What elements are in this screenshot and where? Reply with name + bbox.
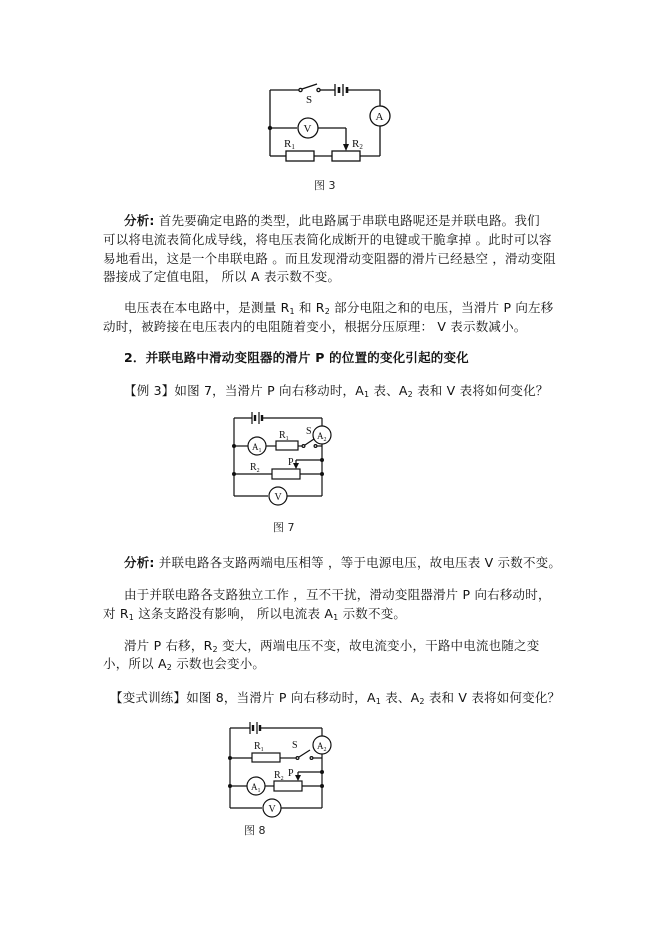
fig7-r2-label: R [250,462,257,473]
fig7-r1-label: R [279,430,286,441]
parallel-paragraph-line-1: 由于并联电路各支路独立工作 ，互不干扰，滑动变阻器滑片 P 向右移动时， [124,587,551,602]
example-3-question: 【例 3】如图 7，当滑片 P 向右移动时，$A_1$ 表、$A_2$ 表和 V 表将如何变化？ [124,383,549,399]
fig8-a2-sub: 2 [323,747,327,753]
fig7-switch-label: S [306,426,312,437]
fig7-r2-sub: 2 [256,468,260,474]
svg-text:R1 [284,138,295,151]
fig3-r2-label: R [352,138,360,150]
svg-text:R1 [279,430,289,442]
fig3-ammeter-label: A [375,111,384,123]
svg-text:R2 [274,770,284,782]
fig3-switch-label: S [306,94,313,106]
analysis-1-line-1: 分析: 首先要确定电路的类型，此电路属于串联电路呢还是并联电路。我们 [124,213,540,228]
figure-8-circuit [222,718,338,820]
fig7-a1-sub: 1 [258,448,262,454]
fig7-a2-sub: 2 [323,437,327,443]
svg-text:R2 [352,138,363,151]
analysis-1-line-2: 可以将电流表简化成导线，将电压表简化成断开的电键或干脆拿掉 。此时可以容 [103,232,552,247]
figure-3-circuit [262,78,402,168]
fig8-a2-label: A [317,741,324,751]
fig8-r1-label: R [254,741,261,752]
analysis-1-line-3: 易地看出，这是一个串联电路 。而且发现滑动变阻器的滑片已经悬空 ，滑动变阻 [103,251,556,266]
svg-text:R2 [250,462,260,474]
fig8-a1-label: A [251,782,258,792]
slider-paragraph-line-2: 小，所以 $A_2$ 示数也会变小。 [103,656,266,672]
figure-7-caption: 图 7 [273,521,295,534]
fig8-r1-sub: 1 [260,747,264,753]
fig3-r1-label: R [284,138,292,150]
fig7-voltmeter-label: V [274,492,282,503]
fig7-r1-sub: 1 [285,436,289,442]
fig8-slider-label: P [288,768,294,779]
slider-paragraph-line-1: 滑片 P 右移，$R_2$ 变大，两端电压不变，故电流变小，干路中电流也随之变 [124,638,540,654]
fig7-a2-label: A [317,431,324,441]
fig7-slider-label: P [288,457,294,468]
figure-8-caption: 图 8 [244,824,266,837]
fig8-r2-label: R [274,770,281,781]
svg-text:R1 [254,741,264,753]
fig3-r1-sub: 1 [291,143,295,151]
voltmeter-paragraph-line-1: 电压表在本电路中，是测量 $R_1$ 和 $R_2$ 部分电阻之和的电压，当滑片 P 向左移 [124,300,554,316]
parallel-paragraph-line-2: 对 $R_1$ 这条支路没有影响， 所以电流表 $A_1$ 示数不变。 [103,606,407,622]
analysis-1-line-4: 器接成了定值电阻， 所以 A 表示数不变。 [103,269,341,284]
fig7-a1-label: A [252,442,259,452]
fig8-switch-label: S [292,740,298,751]
fig8-r2-sub: 2 [280,776,284,782]
fig8-a1-sub: 1 [257,788,261,794]
analysis-label: 分析: [124,213,155,228]
figure-7-circuit [226,408,338,510]
voltmeter-paragraph-line-2: 动时，被跨接在电压表内的电阻随着变小，根据分压原理： V 表示数减小。 [103,319,527,334]
variant-training-question: 【变式训练】如图 8，当滑片 P 向右移动时，$A_1$ 表、$A_2$ 表和 V 表将如何变化？ [110,690,561,706]
section-2-heading: 2．并联电路中滑动变阻器的滑片 P 的位置的变化引起的变化 [124,350,469,365]
figure-3-caption: 图 3 [314,179,336,192]
analysis-2-line-1: 分析: 并联电路各支路两端电压相等 ，等于电源电压，故电压表 V 示数不变。 [124,555,562,570]
fig3-voltmeter-label: V [303,123,312,135]
fig3-r2-sub: 2 [359,143,363,151]
fig8-voltmeter-label: V [268,804,276,815]
